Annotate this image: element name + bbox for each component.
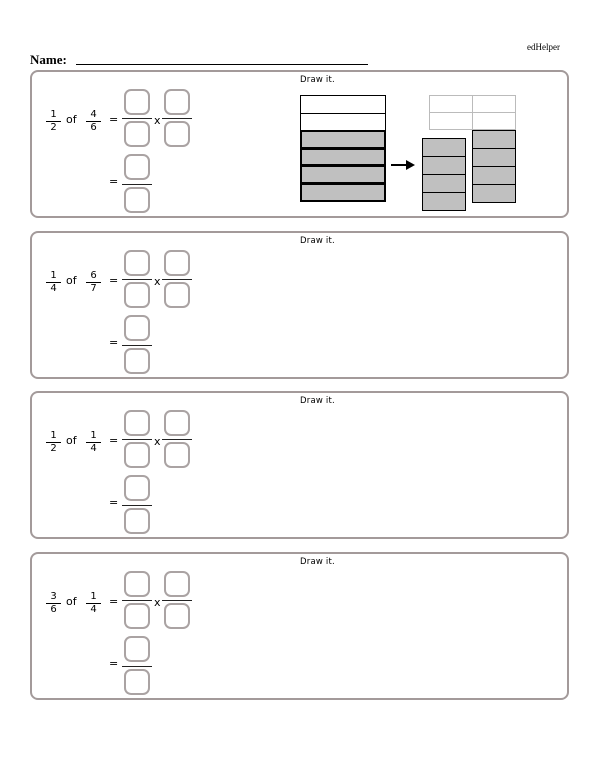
times-sign: x [154, 435, 161, 448]
equals-sign: = [109, 274, 119, 287]
fraction-a-denominator: 6 [50, 604, 57, 615]
fraction-b-numerator: 1 [90, 591, 97, 602]
problem-panel-4 [30, 552, 569, 700]
equals-sign-result: = [109, 336, 119, 349]
fraction-a [46, 431, 61, 454]
equals-sign: = [109, 434, 119, 447]
answer-box-den-2[interactable] [164, 121, 190, 147]
whole-part [300, 183, 386, 202]
fraction-b [86, 110, 101, 133]
group-1-part [422, 174, 466, 193]
fraction-b [86, 592, 101, 615]
ghost-part [472, 112, 516, 130]
brand-label: edHelper [527, 42, 560, 52]
answer-box-den-1[interactable] [124, 603, 150, 629]
answer-box-num-2[interactable] [164, 410, 190, 436]
group-2-part [472, 130, 516, 149]
answer-box-num-1[interactable] [124, 410, 150, 436]
answer-box-result-num[interactable] [124, 475, 150, 501]
fraction-b-numerator: 6 [90, 270, 97, 281]
ghost-part [429, 95, 473, 113]
whole-part [300, 130, 386, 149]
drawing-area[interactable] [292, 249, 562, 369]
fraction-a-denominator: 2 [50, 122, 57, 133]
draw-it-label: Draw it. [300, 557, 335, 567]
whole-part [300, 148, 386, 167]
whole-part [300, 113, 386, 132]
answer-box-result-num[interactable] [124, 315, 150, 341]
problem-panel-3 [30, 391, 569, 539]
fraction-a-numerator: 1 [50, 430, 57, 441]
fraction-a-numerator: 1 [50, 270, 57, 281]
answer-box-den-1[interactable] [124, 282, 150, 308]
equals-sign: = [109, 595, 119, 608]
of-label: of [66, 113, 77, 126]
problem-panel-2 [30, 231, 569, 379]
name-input-line[interactable] [76, 64, 368, 65]
fraction-a [46, 110, 61, 133]
times-sign: x [154, 596, 161, 609]
ghost-part [472, 95, 516, 113]
answer-box-num-2[interactable] [164, 571, 190, 597]
answer-box-result-den[interactable] [124, 508, 150, 534]
times-sign: x [154, 114, 161, 127]
fraction-a-denominator: 4 [50, 283, 57, 294]
fraction-a [46, 592, 61, 615]
equals-sign-result: = [109, 175, 119, 188]
answer-box-result-num[interactable] [124, 636, 150, 662]
answer-box-num-2[interactable] [164, 250, 190, 276]
answer-box-num-2[interactable] [164, 89, 190, 115]
draw-it-label: Draw it. [300, 396, 335, 406]
problem-panel-1 [30, 70, 569, 218]
answer-box-result-den[interactable] [124, 187, 150, 213]
drawing-area[interactable] [292, 409, 562, 529]
answer-box-den-2[interactable] [164, 603, 190, 629]
answer-box-num-1[interactable] [124, 571, 150, 597]
drawing-area[interactable] [292, 570, 562, 690]
fraction-a-numerator: 3 [50, 591, 57, 602]
equals-sign-result: = [109, 657, 119, 670]
of-label: of [66, 434, 77, 447]
group-2-part [472, 166, 516, 185]
name-label: Name: [30, 52, 67, 67]
of-label: of [66, 595, 77, 608]
whole-part [300, 165, 386, 184]
group-1-part [422, 156, 466, 175]
group-1-part [422, 138, 466, 157]
fraction-a-denominator: 2 [50, 443, 57, 454]
fraction-b [86, 271, 101, 294]
fraction-b-denominator: 6 [90, 122, 97, 133]
answer-box-result-num[interactable] [124, 154, 150, 180]
equals-sign-result: = [109, 496, 119, 509]
fraction-b-numerator: 4 [90, 109, 97, 120]
answer-box-num-1[interactable] [124, 250, 150, 276]
answer-box-result-den[interactable] [124, 348, 150, 374]
group-1-part [422, 192, 466, 211]
answer-box-den-2[interactable] [164, 282, 190, 308]
answer-box-result-den[interactable] [124, 669, 150, 695]
fraction-b-denominator: 4 [90, 443, 97, 454]
fraction-a-numerator: 1 [50, 109, 57, 120]
group-2-part [472, 184, 516, 203]
draw-it-label: Draw it. [300, 75, 335, 85]
fraction-b [86, 431, 101, 454]
fraction-b-numerator: 1 [90, 430, 97, 441]
draw-it-label: Draw it. [300, 236, 335, 246]
of-label: of [66, 274, 77, 287]
fraction-a [46, 271, 61, 294]
answer-box-den-1[interactable] [124, 442, 150, 468]
whole-part [300, 95, 386, 114]
equals-sign: = [109, 113, 119, 126]
fraction-b-denominator: 4 [90, 604, 97, 615]
answer-box-num-1[interactable] [124, 89, 150, 115]
times-sign: x [154, 275, 161, 288]
answer-box-den-1[interactable] [124, 121, 150, 147]
ghost-part [429, 112, 473, 130]
fraction-b-denominator: 7 [90, 283, 97, 294]
answer-box-den-2[interactable] [164, 442, 190, 468]
group-2-part [472, 148, 516, 167]
